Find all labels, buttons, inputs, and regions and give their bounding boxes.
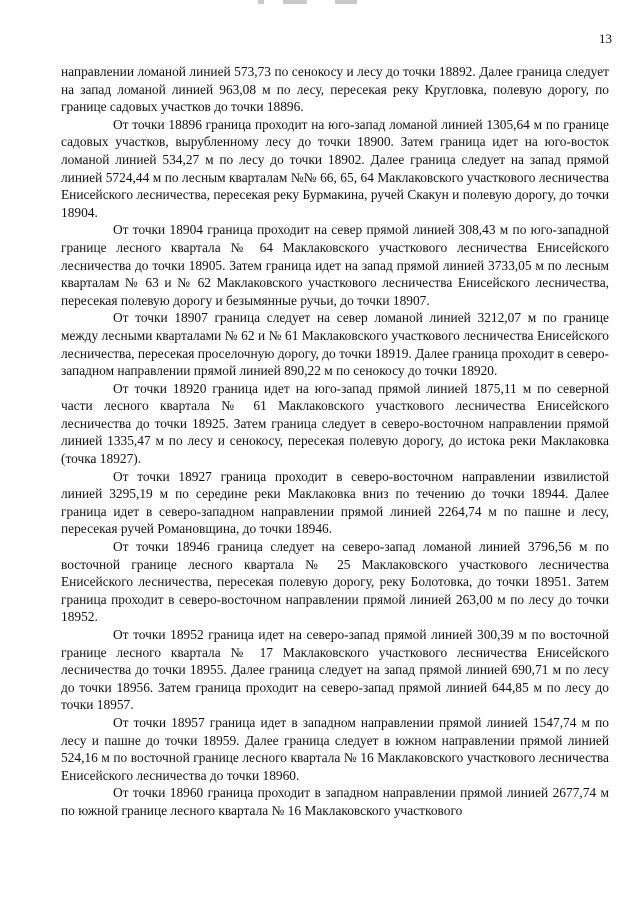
paragraph: От точки 18920 граница идет на юго-запад прямой линией 1875,11 м по северной части лесного квартала № 61 Маклаковского участкового лесничества Енисейского лесничества до точки 18925. Затем граница следует в северо-восточном направлении прямой линией 1335,47 м по лесу и сенокосу, пересекая полевую дорогу, до истока реки Маклаковка (точка 18927). bbox=[61, 380, 609, 467]
paragraph: От точки 18946 граница следует на северо-запад ломаной линией 3796,56 м по восточной границе лесного квартала № 25 Маклаковского участкового лесничества Енисейского лесничества, пересекая полевую дорогу, реку Болотовка, до точки 18951. Затем граница проходит в северо-восточном направлении прямой линией 263,00 м по лесу до точки 18952. bbox=[61, 539, 609, 625]
paragraph: От точки 18927 граница проходит в северо-восточном направлении извилистой линией 3295,19 м по середине реки Маклаковка вниз по течению до точки 18944. Далее граница идет в северо-западном направлении прямой линией 2264,74 м по пашне и лесу, пересекая ручей Романовщина, до точки 18946. bbox=[61, 468, 609, 537]
paragraph: От точки 18957 граница идет в западном направлении прямой линией 1547,74 м по лесу и пашне до точки 18959. Далее граница следует в южном направлении прямой линией 524,16 м по восточной границе лесного квартала № 16 Маклаковского участкового лесничества Енисейского лесничества до точки 18960. bbox=[61, 714, 609, 783]
paragraph: От точки 18907 граница следует на север ломаной линией 3212,07 м по границе между лесными кварталами № 62 и № 61 Маклаковского участкового лесничества Енисейского лесничества, пересекая проселочную дорогу, до точки 18919. Далее граница проходит в северо-западном направлении прямой линией 890,22 м по сенокосу до точки 18920. bbox=[61, 310, 609, 379]
paragraph: От точки 18960 граница проходит в западном направлении прямой линией 2677,74 м по южной границе лесного квартала № 16 Маклаковского участкового bbox=[61, 785, 609, 818]
paragraph: От точки 18904 граница проходит на север прямой линией 308,43 м по юго-западной границе лесного квартала № 64 Маклаковского участкового лесничества Енисейского лесничества до точки 18905. Затем граница идет на запад прямой линией 3733,05 м по лесным кварталам № 63 и № 62 Маклаковского участкового лесничества Енисейского лесничества, пересекая полевую дорогу и безымянные ручьи, до точки 18907. bbox=[61, 222, 609, 308]
paragraph: направлении ломаной линией 573,73 по сенокосу и лесу до точки 18892. Далее граница следует на запад ломаной линией 963,08 м по лесу, пересекая реку Кругловка, полевую дорогу, по границе садовых участков до точки 18896. bbox=[61, 64, 609, 115]
paragraph: От точки 18896 граница проходит на юго-запад ломаной линией 1305,64 м по границе садовых участков, вырубленному лесу до точки 18900. Затем граница идет на юго-восток ломаной линией 534,27 м по лесу до точки 18902. Далее граница следует на запад прямой линией 5724,44 м по лесным кварталам №№ 66, 65, 64 Маклаковского участкового лесничества Енисейского лесничества, пересекая реку Бурмакина, ручей Скакун и полевую дорогу, до точки 18904. bbox=[61, 116, 609, 220]
scan-artifact-mark bbox=[283, 0, 307, 4]
document-body bbox=[61, 63, 609, 820]
paragraph: От точки 18952 граница идет на северо-запад прямой линией 300,39 м по восточной границе лесного квартала № 17 Маклаковского участкового лесничества Енисейского лесничества до точки 18955. Далее граница следует на запад прямой линией 690,71 м по лесу до точки 18956. Затем граница проходит на северо-запад прямой линией 644,85 м по лесу до точки 18957. bbox=[61, 627, 609, 713]
scan-artifact-mark bbox=[258, 0, 264, 4]
page-number: 13 bbox=[599, 31, 612, 46]
scan-artifact-mark bbox=[335, 0, 357, 4]
